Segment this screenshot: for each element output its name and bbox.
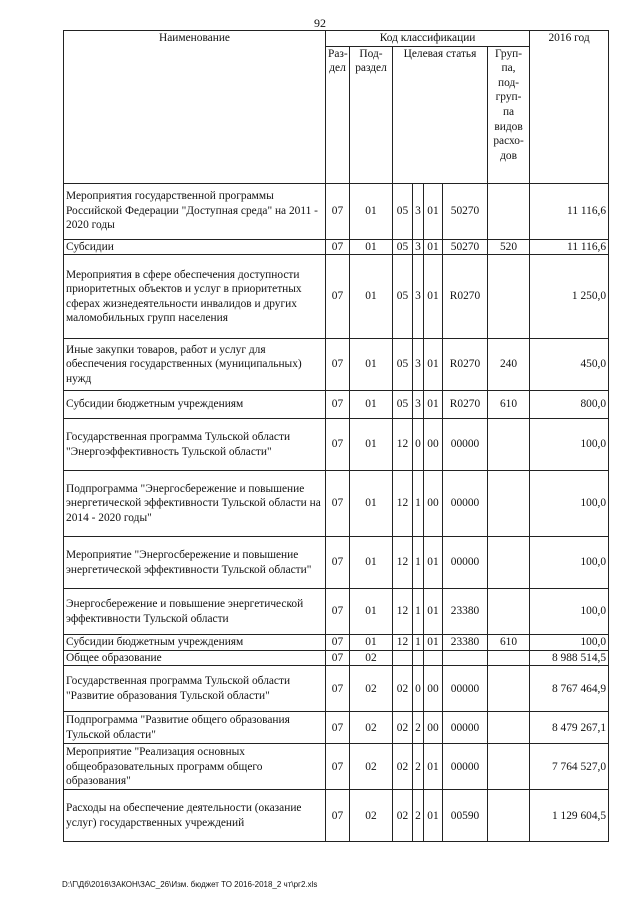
row-expense-type <box>488 419 530 471</box>
row-target-event: 01 <box>424 790 443 842</box>
row-expense-type <box>488 790 530 842</box>
row-name: Подпрограмма "Энергосбережение и повышение энергетической эффективности Тульской области на 2014 - 2020 годы" <box>64 471 326 537</box>
file-path-footer: D:\Г\Дб\2016\ЗАКОН\ЗАС_26\Изм. бюджет ТО 2016-2018_2 чт\рг2.xls <box>62 880 318 889</box>
table-row <box>64 255 609 339</box>
row-target-program: 12 <box>393 471 413 537</box>
table-row <box>64 339 609 391</box>
row-expense-type <box>488 744 530 790</box>
row-podrazdel: 02 <box>350 666 393 712</box>
row-target-program: 12 <box>393 635 413 651</box>
table-row <box>64 589 609 635</box>
row-target-subprogram: 1 <box>413 635 424 651</box>
row-razdel: 07 <box>326 471 350 537</box>
row-amount: 100,0 <box>530 635 609 651</box>
table-row <box>64 419 609 471</box>
row-expense-type <box>488 712 530 744</box>
row-razdel: 07 <box>326 183 350 239</box>
row-expense-type <box>488 589 530 635</box>
row-podrazdel: 01 <box>350 391 393 419</box>
row-target-event: 01 <box>424 339 443 391</box>
table-row <box>64 391 609 419</box>
row-target-subprogram: 3 <box>413 183 424 239</box>
row-name: Мероприятия государственной программы Российской Федерации "Доступная среда" на 2011 - 2020 годы <box>64 183 326 239</box>
table-row <box>64 471 609 537</box>
row-podrazdel: 02 <box>350 790 393 842</box>
row-expense-type <box>488 255 530 339</box>
row-name: Государственная программа Тульской области "Развитие образования Тульской области" <box>64 666 326 712</box>
table-row <box>64 790 609 842</box>
row-target-subprogram: 2 <box>413 712 424 744</box>
row-podrazdel: 01 <box>350 537 393 589</box>
row-podrazdel: 01 <box>350 635 393 651</box>
row-podrazdel: 01 <box>350 239 393 255</box>
row-target-subprogram: 1 <box>413 537 424 589</box>
row-target-event: 01 <box>424 183 443 239</box>
row-name: Энергосбережение и повышение энергетической эффективности Тульской области <box>64 589 326 635</box>
row-target-program: 02 <box>393 744 413 790</box>
page-number: 92 <box>314 16 326 30</box>
row-target-subprogram: 3 <box>413 339 424 391</box>
row-target-code: 00000 <box>443 419 488 471</box>
row-target-event: 01 <box>424 391 443 419</box>
row-target-subprogram: 1 <box>413 589 424 635</box>
header-name: Наименование <box>64 31 326 184</box>
row-target-program: 02 <box>393 666 413 712</box>
row-name: Иные закупки товаров, работ и услуг для обеспечения государственных (муниципальных) нужд <box>64 339 326 391</box>
row-target-program: 12 <box>393 537 413 589</box>
row-expense-type <box>488 650 530 666</box>
row-target-code: 23380 <box>443 635 488 651</box>
row-amount: 8 479 267,1 <box>530 712 609 744</box>
row-amount: 8 767 464,9 <box>530 666 609 712</box>
row-target-event: 00 <box>424 666 443 712</box>
table-row <box>64 537 609 589</box>
row-amount: 11 116,6 <box>530 239 609 255</box>
row-razdel: 07 <box>326 712 350 744</box>
row-podrazdel: 01 <box>350 339 393 391</box>
row-podrazdel: 02 <box>350 744 393 790</box>
row-target-code: 00000 <box>443 537 488 589</box>
row-podrazdel: 02 <box>350 712 393 744</box>
row-target-program: 05 <box>393 339 413 391</box>
row-name: Субсидии бюджетным учреждениям <box>64 391 326 419</box>
row-podrazdel: 01 <box>350 471 393 537</box>
row-expense-type: 520 <box>488 239 530 255</box>
row-name: Мероприятие "Реализация основных общеобразовательных программ общего образования" <box>64 744 326 790</box>
row-amount: 100,0 <box>530 471 609 537</box>
row-amount: 1 250,0 <box>530 255 609 339</box>
header-razdel: Раз- дел <box>326 46 350 183</box>
row-target-subprogram: 0 <box>413 419 424 471</box>
row-expense-type: 610 <box>488 391 530 419</box>
table-row <box>64 183 609 239</box>
row-target-event: 00 <box>424 419 443 471</box>
row-target-code: R0270 <box>443 255 488 339</box>
row-target-subprogram: 3 <box>413 255 424 339</box>
row-name: Субсидии <box>64 239 326 255</box>
row-razdel: 07 <box>326 339 350 391</box>
row-target-event: 01 <box>424 589 443 635</box>
row-target-event: 00 <box>424 471 443 537</box>
row-name: Государственная программа Тульской области "Энергоэффективность Тульской области" <box>64 419 326 471</box>
row-razdel: 07 <box>326 391 350 419</box>
row-name: Подпрограмма "Развитие общего образования Тульской области" <box>64 712 326 744</box>
table-row <box>64 650 609 666</box>
row-podrazdel: 01 <box>350 255 393 339</box>
row-target-code: 00000 <box>443 471 488 537</box>
row-target-code <box>443 650 488 666</box>
row-target-program: 12 <box>393 419 413 471</box>
row-target-event: 01 <box>424 744 443 790</box>
row-target-event <box>424 650 443 666</box>
row-razdel: 07 <box>326 790 350 842</box>
row-expense-type <box>488 537 530 589</box>
row-name: Общее образование <box>64 650 326 666</box>
header-classification: Код классификации <box>326 31 530 47</box>
row-name: Мероприятия в сфере обеспечения доступности приоритетных объектов и услуг в приоритетных сферах жизнедеятельности инвалидов и других маломобильных групп населения <box>64 255 326 339</box>
row-target-subprogram: 3 <box>413 391 424 419</box>
row-expense-type <box>488 183 530 239</box>
row-target-program <box>393 650 413 666</box>
row-podrazdel: 01 <box>350 183 393 239</box>
row-target-code: 00590 <box>443 790 488 842</box>
header-group: Груп- па, под- груп- па видов расхо- дов <box>488 46 530 183</box>
row-target-code: 00000 <box>443 744 488 790</box>
row-target-code: 23380 <box>443 589 488 635</box>
row-razdel: 07 <box>326 635 350 651</box>
row-target-subprogram: 1 <box>413 471 424 537</box>
row-target-subprogram: 2 <box>413 744 424 790</box>
row-target-code: 00000 <box>443 666 488 712</box>
row-amount: 7 764 527,0 <box>530 744 609 790</box>
table-row <box>64 239 609 255</box>
row-razdel: 07 <box>326 419 350 471</box>
table-row <box>64 635 609 651</box>
table-row <box>64 744 609 790</box>
row-podrazdel: 02 <box>350 650 393 666</box>
row-target-program: 05 <box>393 239 413 255</box>
row-name: Мероприятие "Энергосбережение и повышение энергетической эффективности Тульской области" <box>64 537 326 589</box>
row-target-program: 05 <box>393 391 413 419</box>
row-amount: 100,0 <box>530 537 609 589</box>
row-target-code: 50270 <box>443 183 488 239</box>
header-target: Целевая статья <box>393 46 488 183</box>
row-name: Расходы на обеспечение деятельности (оказание услуг) государственных учреждений <box>64 790 326 842</box>
row-razdel: 07 <box>326 589 350 635</box>
row-amount: 11 116,6 <box>530 183 609 239</box>
table-row <box>64 666 609 712</box>
budget-table <box>63 30 609 842</box>
row-razdel: 07 <box>326 650 350 666</box>
header-podrazdel: Под- раздел <box>350 46 393 183</box>
row-target-code: 00000 <box>443 712 488 744</box>
row-target-program: 05 <box>393 255 413 339</box>
row-target-subprogram: 2 <box>413 790 424 842</box>
row-target-program: 05 <box>393 183 413 239</box>
row-podrazdel: 01 <box>350 419 393 471</box>
row-expense-type <box>488 471 530 537</box>
row-expense-type: 240 <box>488 339 530 391</box>
row-target-event: 01 <box>424 255 443 339</box>
row-amount: 1 129 604,5 <box>530 790 609 842</box>
row-name: Субсидии бюджетным учреждениям <box>64 635 326 651</box>
table-row <box>64 712 609 744</box>
row-amount: 100,0 <box>530 589 609 635</box>
row-amount: 100,0 <box>530 419 609 471</box>
row-target-code: 50270 <box>443 239 488 255</box>
row-razdel: 07 <box>326 239 350 255</box>
row-expense-type <box>488 666 530 712</box>
row-target-program: 12 <box>393 589 413 635</box>
row-podrazdel: 01 <box>350 589 393 635</box>
row-target-subprogram: 0 <box>413 666 424 712</box>
row-target-event: 01 <box>424 239 443 255</box>
row-razdel: 07 <box>326 666 350 712</box>
row-amount: 800,0 <box>530 391 609 419</box>
row-amount: 450,0 <box>530 339 609 391</box>
row-target-event: 00 <box>424 712 443 744</box>
row-amount: 8 988 514,5 <box>530 650 609 666</box>
row-target-event: 01 <box>424 635 443 651</box>
row-razdel: 07 <box>326 537 350 589</box>
row-target-code: R0270 <box>443 391 488 419</box>
row-razdel: 07 <box>326 744 350 790</box>
row-target-subprogram: 3 <box>413 239 424 255</box>
row-expense-type: 610 <box>488 635 530 651</box>
row-target-code: R0270 <box>443 339 488 391</box>
row-target-event: 01 <box>424 537 443 589</box>
row-target-program: 02 <box>393 790 413 842</box>
row-target-program: 02 <box>393 712 413 744</box>
row-target-subprogram <box>413 650 424 666</box>
header-year: 2016 год <box>530 31 609 184</box>
row-razdel: 07 <box>326 255 350 339</box>
